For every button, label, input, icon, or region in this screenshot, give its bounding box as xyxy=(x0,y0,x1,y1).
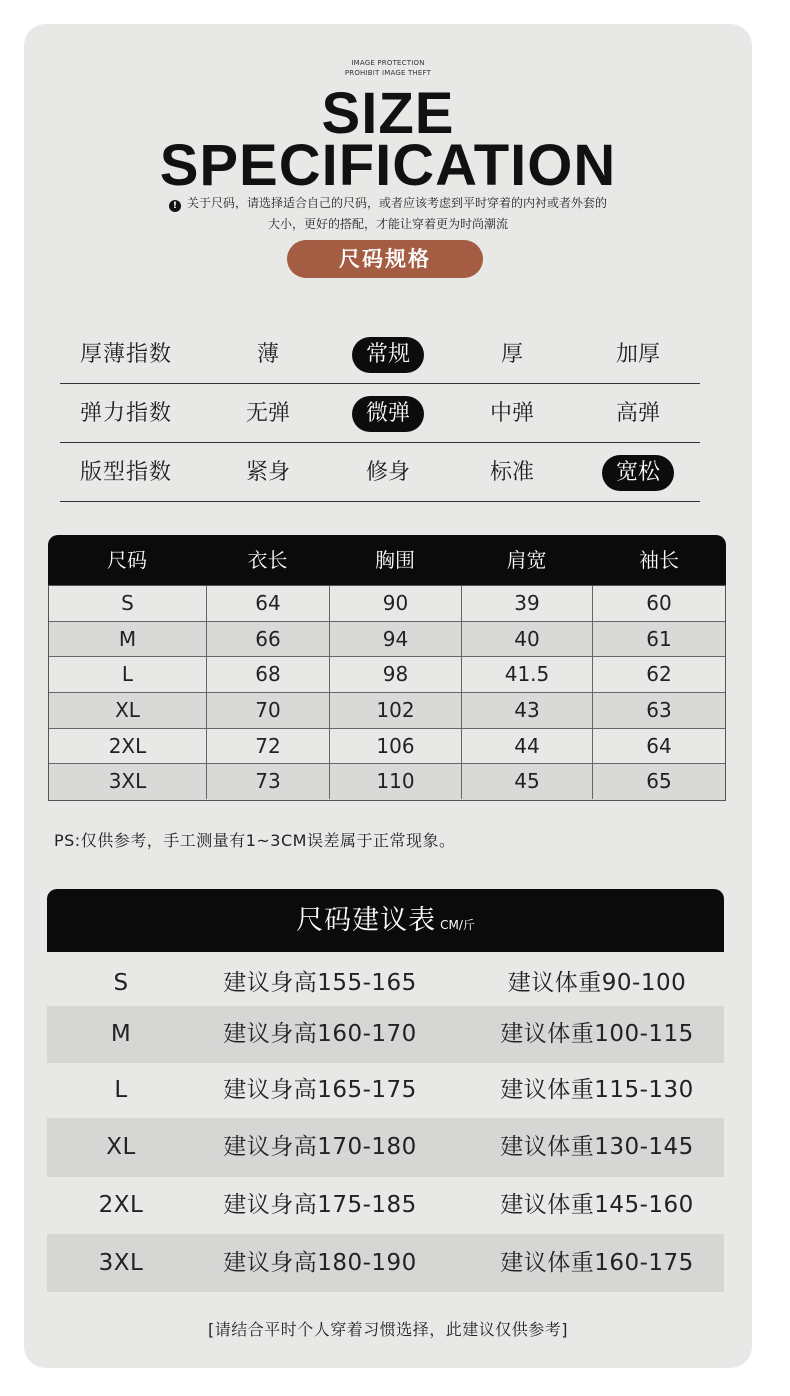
size-note xyxy=(0,193,776,235)
index-option xyxy=(467,444,557,502)
recommend-height: 建议身高165-175 xyxy=(223,1077,417,1103)
index-option-selected: 常规 xyxy=(352,337,424,373)
protect-line-1: IMAGE PROTECTION xyxy=(351,59,425,67)
index-option xyxy=(343,326,433,384)
recommend-row xyxy=(47,960,724,1006)
table-cell: 62 xyxy=(646,662,672,687)
index-row-2 xyxy=(60,385,700,443)
image-protection-notice xyxy=(0,58,776,78)
recommend-row xyxy=(47,1234,724,1292)
recommend-size: L xyxy=(114,1077,128,1103)
recommend-title: 尺码建议表 xyxy=(296,905,437,936)
index-row-3 xyxy=(60,444,700,502)
index-option-label: 修身 xyxy=(365,460,410,485)
table-cell: 94 xyxy=(330,622,462,657)
size-table-column-header: 袖长 xyxy=(639,548,679,572)
recommend-weight: 建议体重130-145 xyxy=(500,1134,694,1160)
index-row-1 xyxy=(60,326,700,384)
index-label: 弹力指数 xyxy=(80,401,173,426)
exclamation-icon: ! xyxy=(169,200,181,212)
index-option-label: 高弹 xyxy=(615,401,660,426)
index-option xyxy=(467,326,557,384)
recommend-weight: 建议体重160-175 xyxy=(500,1250,694,1276)
recommend-size: M xyxy=(110,1021,132,1047)
table-row xyxy=(49,764,725,800)
table-cell: 63 xyxy=(646,698,672,723)
size-table-column-header: 胸围 xyxy=(375,548,415,572)
table-cell: 64 xyxy=(646,733,672,758)
recommend-row xyxy=(47,1063,724,1118)
index-option xyxy=(223,385,313,443)
table-row xyxy=(49,586,725,622)
table-row xyxy=(49,622,725,658)
recommend-height: 建议身高170-180 xyxy=(223,1134,417,1160)
index-option xyxy=(343,444,433,502)
recommend-height: 建议身高180-190 xyxy=(223,1250,417,1276)
table-cell: S xyxy=(49,586,207,621)
index-option xyxy=(593,444,683,502)
index-label: 厚薄指数 xyxy=(80,342,173,367)
note-line-1: 关于尺码，请选择适合自己的尺码，或者应该考虑到平时穿着的内衬或者外套的 xyxy=(186,196,607,210)
index-label: 版型指数 xyxy=(80,460,173,485)
table-cell: 106 xyxy=(330,729,462,764)
recommend-weight: 建议体重90-100 xyxy=(507,970,687,996)
index-option xyxy=(223,326,313,384)
table-cell: 61 xyxy=(646,626,672,651)
recommend-weight: 建议体重145-160 xyxy=(500,1192,694,1218)
table-cell: XL xyxy=(49,693,207,728)
table-cell: 90 xyxy=(330,586,462,621)
recommend-unit: CM/斤 xyxy=(440,918,475,932)
index-option xyxy=(593,385,683,443)
table-cell: 68 xyxy=(207,657,330,692)
recommend-row xyxy=(47,1118,724,1177)
index-option-label: 标准 xyxy=(489,460,534,485)
recommend-weight: 建议体重100-115 xyxy=(500,1021,694,1047)
size-table-header xyxy=(48,535,726,585)
table-cell: 43 xyxy=(462,693,593,728)
recommend-height: 建议身高175-185 xyxy=(223,1192,417,1218)
recommend-row xyxy=(47,1177,724,1234)
table-row xyxy=(49,693,725,729)
recommend-size: 2XL xyxy=(98,1192,144,1218)
index-option-label: 加厚 xyxy=(615,342,660,367)
table-cell: 44 xyxy=(462,729,593,764)
title-line-2: SPECIFICATION xyxy=(159,133,617,198)
table-cell: 45 xyxy=(462,764,593,799)
index-option-label: 中弹 xyxy=(489,401,534,426)
index-option-label: 薄 xyxy=(256,342,279,367)
table-cell: 60 xyxy=(646,591,672,615)
table-cell: 41.5 xyxy=(462,657,593,692)
recommend-height: 建议身高155-165 xyxy=(223,970,417,996)
title-line-1: SIZE xyxy=(321,81,455,146)
table-cell: L xyxy=(49,657,207,692)
index-option-selected: 宽松 xyxy=(602,455,674,491)
note-line-2: 大小，更好的搭配，才能让穿着更为时尚潮流 xyxy=(267,217,508,231)
measurement-note: PS:仅供参考，手工测量有1~3CM误差属于正常现象。 xyxy=(54,831,456,850)
size-table-column-header: 尺码 xyxy=(107,548,147,572)
recommend-size: XL xyxy=(106,1134,136,1160)
size-spec-badge: 尺码规格 xyxy=(287,240,483,278)
index-option-label: 无弹 xyxy=(245,401,290,426)
size-table-body xyxy=(48,585,726,801)
index-option xyxy=(467,385,557,443)
table-row xyxy=(49,729,725,765)
table-cell: 2XL xyxy=(49,729,207,764)
table-cell: 73 xyxy=(207,764,330,799)
index-option xyxy=(593,326,683,384)
recommend-size: 3XL xyxy=(98,1250,144,1276)
table-cell: 110 xyxy=(330,764,462,799)
table-cell: 66 xyxy=(207,622,330,657)
table-row xyxy=(49,657,725,693)
size-table-column-header: 衣长 xyxy=(247,548,288,572)
recommend-size: S xyxy=(113,970,129,996)
size-table-column-header: 肩宽 xyxy=(506,548,547,572)
recommend-table-header xyxy=(47,889,724,952)
table-cell: 65 xyxy=(646,769,672,794)
recommend-row xyxy=(47,1006,724,1063)
table-cell: 70 xyxy=(207,693,330,728)
table-cell: 64 xyxy=(207,586,330,621)
index-option xyxy=(343,385,433,443)
table-cell: 72 xyxy=(207,729,330,764)
protect-line-2: PROHIBIT IMAGE THEFT xyxy=(344,69,432,77)
index-option-label: 厚 xyxy=(500,342,523,367)
footer-note: [请结合平时个人穿着习惯选择，此建议仅供参考] xyxy=(208,1320,568,1339)
table-cell: 98 xyxy=(330,657,462,692)
table-cell: 102 xyxy=(330,693,462,728)
recommend-weight: 建议体重115-130 xyxy=(500,1077,694,1103)
table-cell: 3XL xyxy=(49,764,207,799)
table-cell: 39 xyxy=(462,586,593,621)
index-option-label: 紧身 xyxy=(245,460,290,485)
index-option xyxy=(223,444,313,502)
recommend-height: 建议身高160-170 xyxy=(223,1021,417,1047)
index-option-selected: 微弹 xyxy=(352,396,424,432)
table-cell: M xyxy=(49,622,207,657)
table-cell: 40 xyxy=(462,622,593,657)
